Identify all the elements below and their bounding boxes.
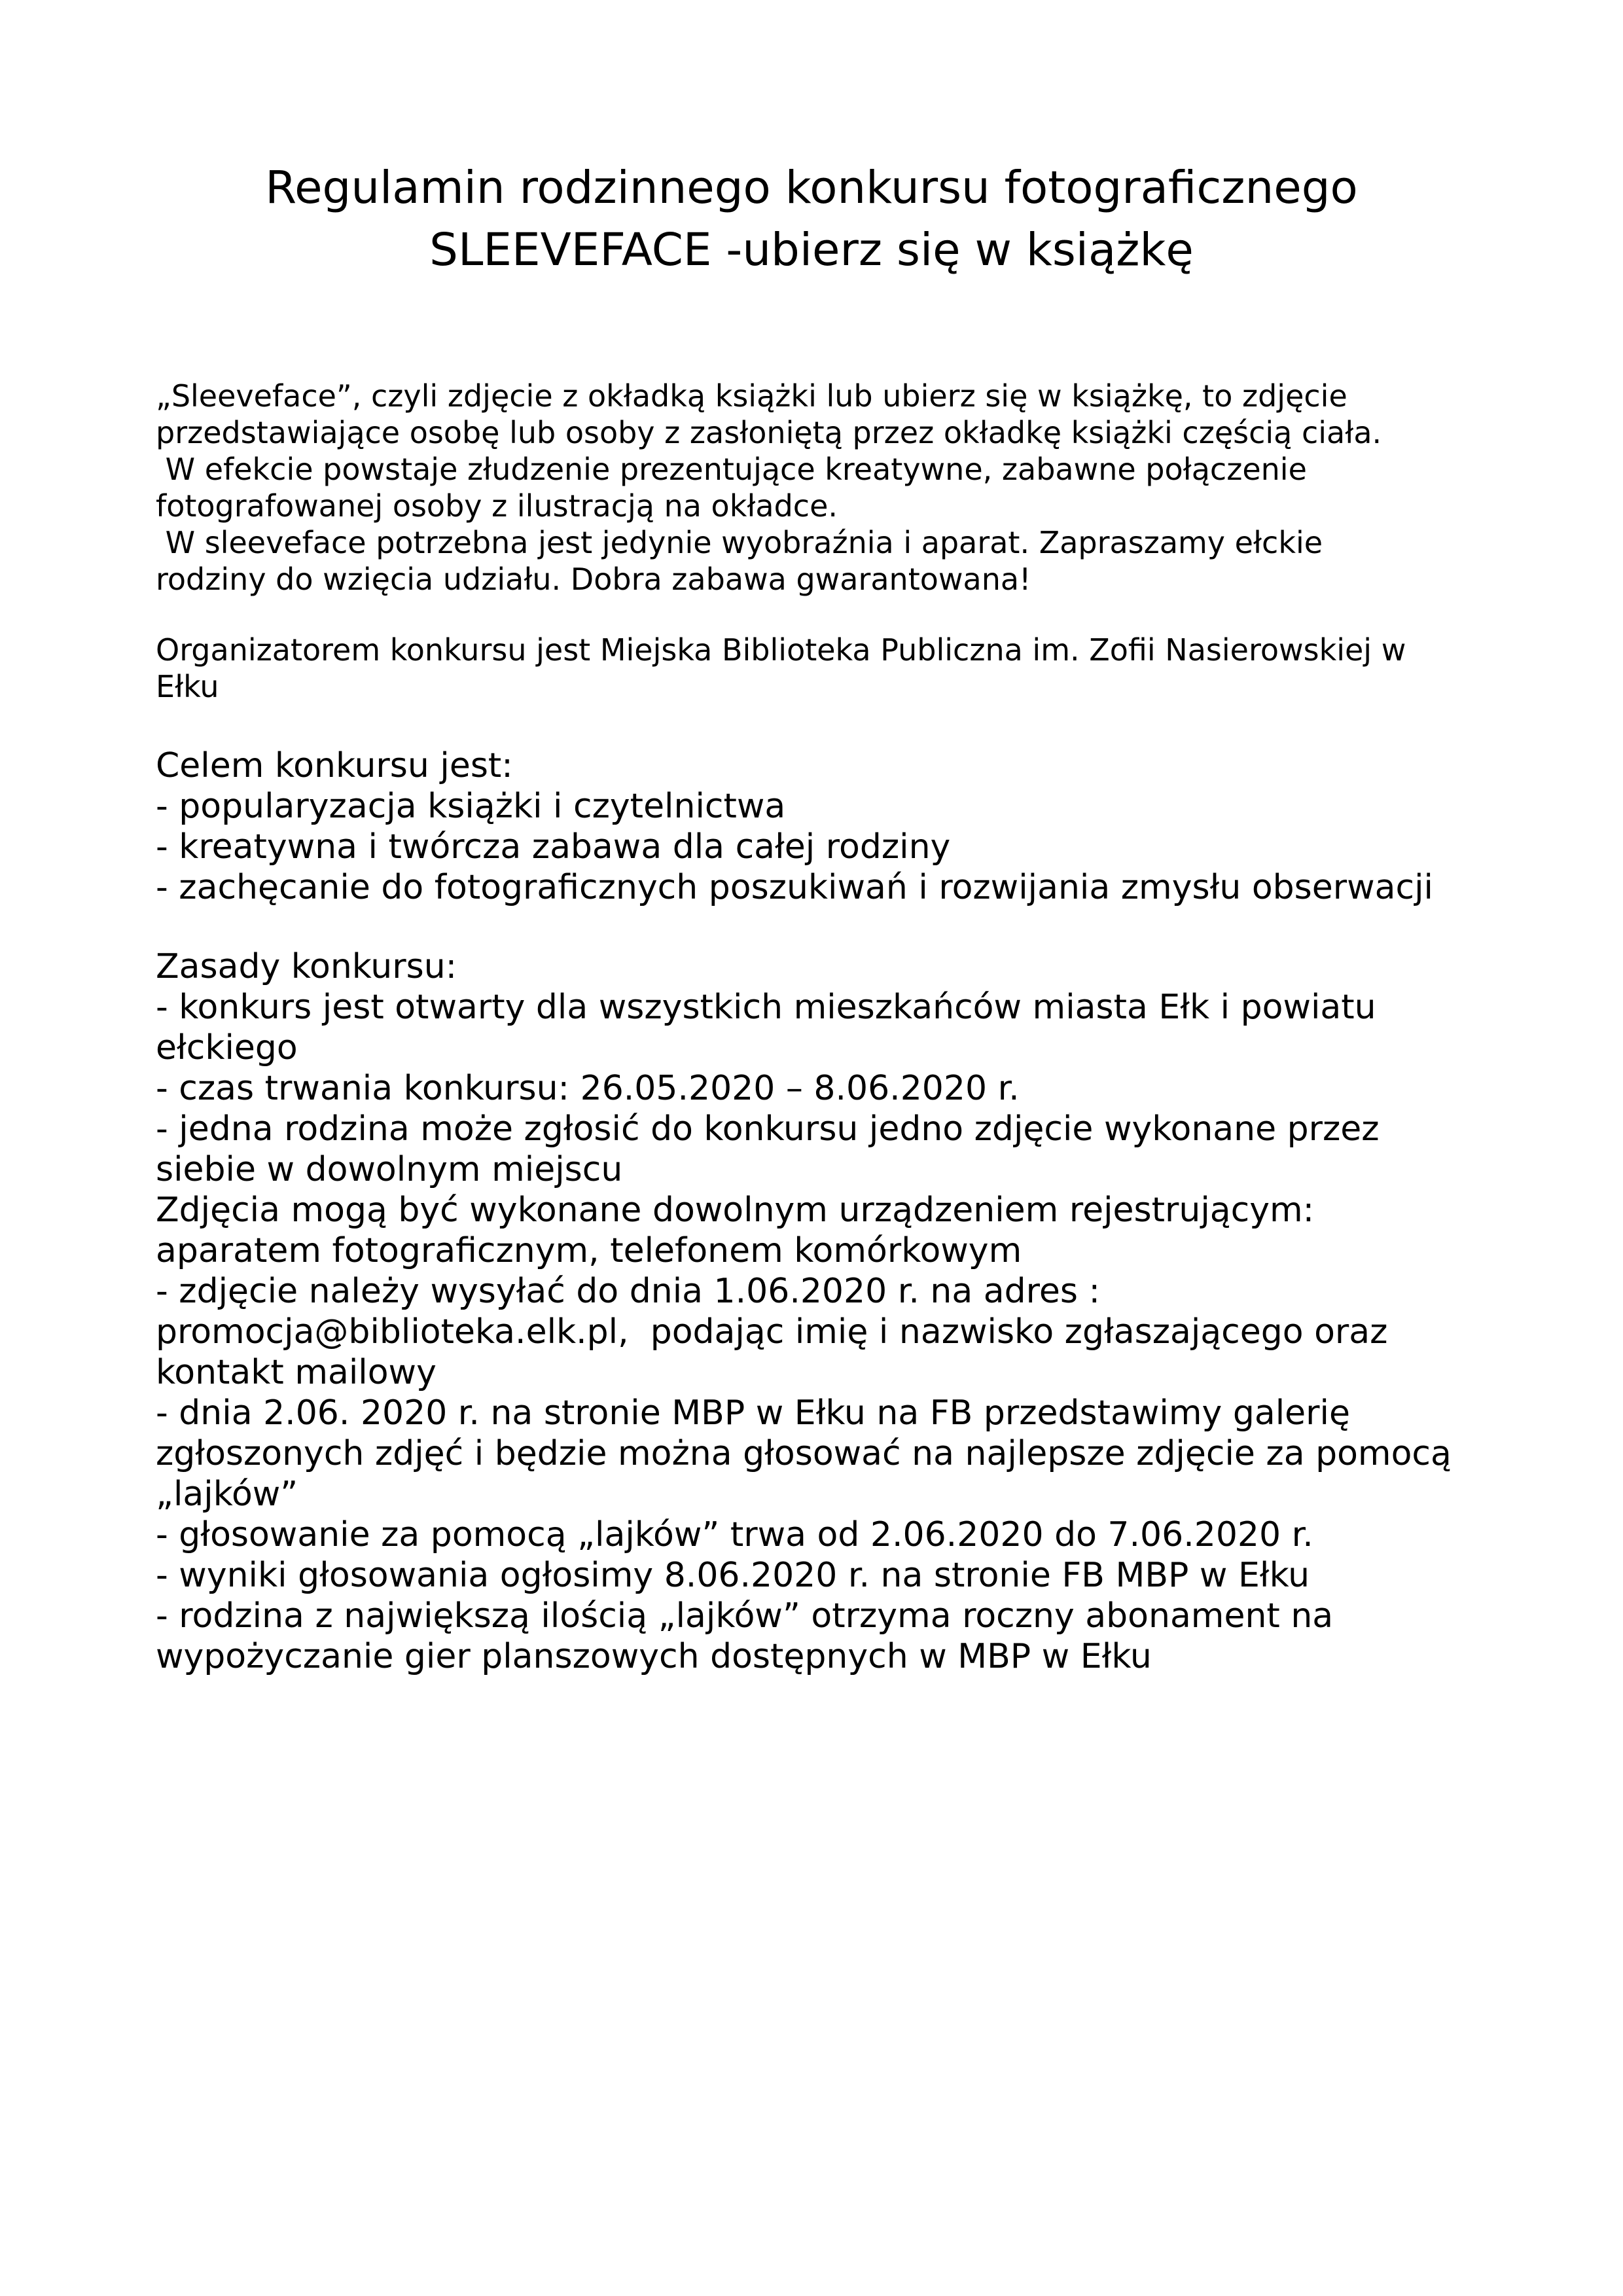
rules-line: kontakt mailowy	[156, 1353, 437, 1392]
rules-line: - rodzina z największą ilością „lajków” otrzyma roczny abonament na	[156, 1596, 1334, 1636]
rules-heading: Zasady konkursu:	[156, 947, 457, 986]
rules-line: - dnia 2.06. 2020 r. na stronie MBP w Ełku na FB przedstawimy galerię	[156, 1393, 1350, 1433]
rules-line: wypożyczanie gier planszowych dostępnych w MBP w Ełku	[156, 1637, 1152, 1676]
rules-line: - konkurs jest otwarty dla wszystkich mieszkańców miasta Ełk i powiatu	[156, 988, 1376, 1027]
intro-line: W efekcie powstaje złudzenie prezentujące kreatywne, zabawne połączenie	[156, 452, 1307, 487]
intro-paragraph	[156, 378, 1491, 598]
rules-line: - wyniki głosowania ogłosimy 8.06.2020 r. na stronie FB MBP w Ełku	[156, 1556, 1310, 1595]
rules-line: - zdjęcie należy wysyłać do dnia 1.06.2020 r. na adres :	[156, 1272, 1100, 1311]
rules-line: - głosowanie za pomocą „lajków” trwa od 2.06.2020 do 7.06.2020 r.	[156, 1515, 1313, 1554]
rules-line: aparatem fotograficznym, telefonem komórkowym	[156, 1231, 1022, 1270]
goals-item: - popularyzacja książki i czytelnictwa	[156, 787, 786, 826]
organizer-line: Ełku	[156, 669, 219, 704]
rules-section	[156, 946, 1491, 1677]
intro-line: rodziny do wzięcia udziału. Dobra zabawa gwarantowana!	[156, 562, 1031, 597]
intro-line: „Sleeveface”, czyli zdjęcie z okładką książki lub ubierz się w książkę, to zdjęcie	[156, 378, 1347, 414]
rules-line: Zdjęcia mogą być wykonane dowolnym urządzeniem rejestrującym:	[156, 1191, 1315, 1230]
intro-line: fotografowanej osoby z ilustracją na okładce.	[156, 488, 838, 524]
rules-line: siebie w dowolnym miejscu	[156, 1150, 623, 1189]
rules-line: - czas trwania konkursu: 26.05.2020 – 8.06.2020 r.	[156, 1069, 1020, 1108]
intro-line: przedstawiające osobę lub osoby z zasłoniętą przez okładkę książki częścią ciała.	[156, 415, 1382, 450]
rules-line: - jedna rodzina może zgłosić do konkursu jedno zdjęcie wykonane przez	[156, 1109, 1380, 1149]
rules-line: „lajków”	[156, 1475, 298, 1514]
organizer-line: Organizatorem konkursu jest Miejska Biblioteka Publiczna im. Zofii Nasierowskiej w	[156, 632, 1406, 668]
document-title	[0, 157, 1623, 281]
title-line-1: Regulamin rodzinnego konkursu fotograficznego	[265, 162, 1358, 214]
rules-line: zgłoszonych zdjęć i będzie można głosować na najlepsze zdjęcie za pomocą	[156, 1434, 1452, 1473]
intro-line: W sleeveface potrzebna jest jedynie wyobraźnia i aparat. Zapraszamy ełckie	[156, 525, 1323, 560]
rules-line-email: promocja@biblioteka.elk.pl, podając imię i nazwisko zgłaszającego oraz	[156, 1312, 1388, 1352]
organizer-paragraph	[156, 632, 1491, 705]
goals-section	[156, 745, 1491, 908]
rules-line: ełckiego	[156, 1028, 298, 1067]
goals-item: - kreatywna i twórcza zabawa dla całej rodziny	[156, 827, 951, 867]
goals-item: - zachęcanie do fotograficznych poszukiwań i rozwijania zmysłu obserwacji	[156, 868, 1434, 907]
goals-heading: Celem konkursu jest:	[156, 746, 513, 785]
title-line-2: SLEEVEFACE -ubierz się w książkę	[429, 224, 1194, 276]
